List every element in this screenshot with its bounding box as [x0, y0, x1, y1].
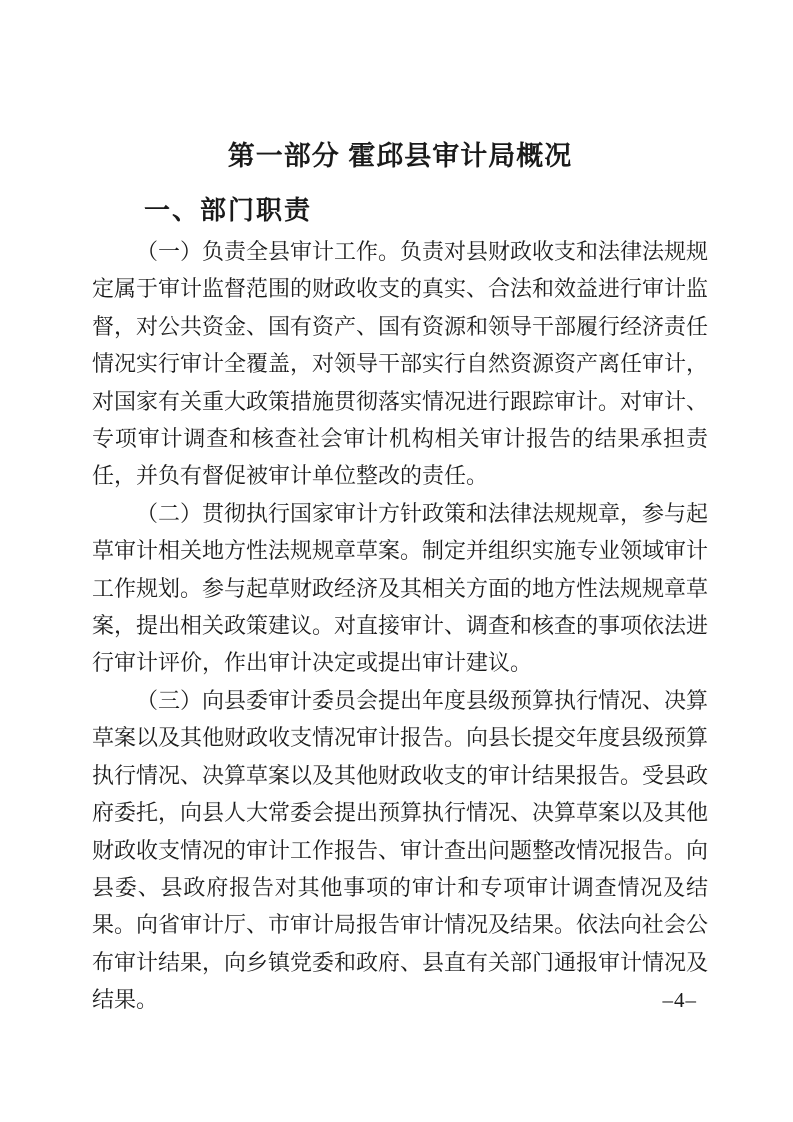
section-heading: 一、部门职责: [144, 195, 313, 225]
paragraph-responsibility-1: （一）负责全县审计工作。负责对县财政收支和法律法规规定属于审计监督范围的财政收支的真实、合法和效益进行审计监督，对公共资金、国有资产、国有资源和领导干部履行经济责任情况实行审计全覆盖，对领导干部实行自然资源资产离任审计，对国家有关重大政策措施贯彻落实情况进行跟踪审计。对审计、专项审计调查和核查社会审计机构相关审计报告的结果承担责任，并负有督促被审计单位整改的责任。: [92, 239, 709, 489]
page-number: –4–: [662, 988, 697, 1012]
paragraph-responsibility-2: （二）贯彻执行国家审计方针政策和法律法规规章，参与起草审计相关地方性法规规章草案。制定并组织实施专业领域审计工作规划。参与起草财政经济及其相关方面的地方性法规规章草案，提出相关政策建议。对直接审计、调查和核查的事项依法进行审计评价，作出审计决定或提出审计建议。: [92, 500, 709, 676]
document-title: 第一部分 霍邱县审计局概况: [227, 141, 573, 171]
document-body: [92, 233, 708, 1019]
paragraph-responsibility-3: （三）向县委审计委员会提出年度县级预算执行情况、决算草案以及其他财政收支情况审计报告。向县长提交年度县级预算执行情况、决算草案以及其他财政收支的审计结果报告。受县政府委托，向县人大常委会提出预算执行情况、决算草案以及其他财政收支情况的审计工作报告、审计查出问题整改情况报告。向县委、县政府报告对其他事项的审计和专项审计调查情况及结果。向省审计厅、市审计局报告审计情况及结果。依法向社会公布审计结果，向乡镇党委和政府、县直有关部门通报审计情况及结果。: [92, 687, 709, 1013]
